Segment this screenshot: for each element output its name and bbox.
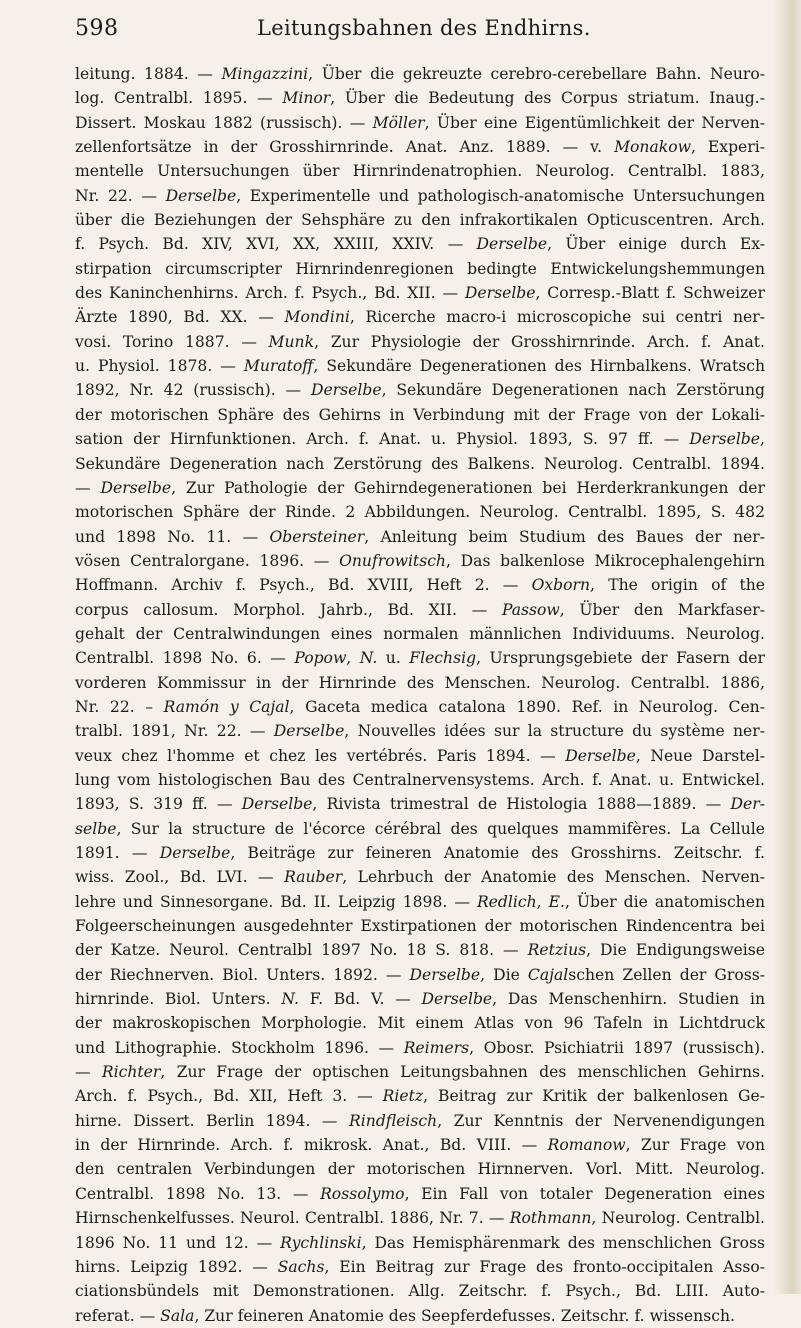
text-line: sation der Hirnfunktionen. Arch. f. Anat. u. Physiol. 1893, S. 97 ff. — Derselbe, xyxy=(75,430,765,449)
text-line: — Derselbe, Zur Pathologie der Gehirndegenerationen bei Herderkrankungen der xyxy=(75,478,765,497)
text-line: vösen Centralorgane. 1896. — Onufrowitsch, Das balkenlose Mikrocephalengehirn xyxy=(75,551,765,570)
text-line: der motorischen Sphäre des Gehirns in Verbindung mit der Frage von der Lokali- xyxy=(75,405,765,424)
text-line: Hoffmann. Archiv f. Psych., Bd. XVIII, Heft 2. — Oxborn, The origin of the xyxy=(75,576,765,595)
text-line: Sekundäre Degeneration nach Zerstörung des Balkens. Neurolog. Centralbl. 1894. xyxy=(75,454,765,473)
text-line: und Lithographie. Stockholm 1896. — Reimers, Obosr. Psichiatrii 1897 (russisch). xyxy=(75,1038,765,1057)
text-line: vorderen Kommissur in der Hirnrinde des Menschen. Neurolog. Centralbl. 1886, xyxy=(75,673,765,692)
text-line: motorischen Sphäre der Rinde. 2 Abbildungen. Neurolog. Centralbl. 1895, S. 482 xyxy=(75,503,765,522)
text-line: wiss. Zool., Bd. LVI. — Rauber, Lehrbuch der Anatomie des Menschen. Nerven- xyxy=(75,868,765,887)
text-line: der Katze. Neurol. Centralbl 1897 No. 18 S. 818. — Retzius, Die Endigungsweise xyxy=(75,941,765,960)
text-line: selbe, Sur la structure de l'écorce cérébral des quelques mammifères. La Cellule xyxy=(75,819,765,838)
page-edge-shadow xyxy=(773,0,801,1294)
text-line: — Richter, Zur Frage der optischen Leitungsbahnen des menschlichen Gehirns. xyxy=(75,1063,765,1082)
running-title: Leitungsbahnen des Endhirns. xyxy=(257,16,591,40)
text-line: der Riechnerven. Biol. Unters. 1892. — Derselbe, Die Cajalschen Zellen der Gross- xyxy=(75,965,765,984)
text-line: Arch. f. Psych., Bd. XII, Heft 3. — Rietz, Beitrag zur Kritik der balkenlosen Ge- xyxy=(75,1087,765,1106)
text-line: der makroskopischen Morphologie. Mit einem Atlas von 96 Tafeln in Lichtdruck xyxy=(75,1014,765,1033)
text-line: hirnrinde. Biol. Unters. N. F. Bd. V. — Derselbe, Das Menschenhirn. Studien in xyxy=(75,990,765,1009)
text-line: vosi. Torino 1887. — Munk, Zur Physiologie der Grosshirnrinde. Arch. f. Anat. xyxy=(75,332,765,351)
text-line: mentelle Untersuchungen über Hirnrindenatrophien. Neurolog. Centralbl. 1883, xyxy=(75,162,765,181)
text-line: gehalt der Centralwindungen eines normalen männlichen Individuums. Neurolog. xyxy=(75,624,765,643)
text-line: und 1898 No. 11. — Obersteiner, Anleitung beim Studium des Baues der ner- xyxy=(75,527,765,546)
text-line: des Kaninchenhirns. Arch. f. Psych., Bd. XII. — Derselbe, Corresp.-Blatt f. Schweizer xyxy=(75,284,765,303)
text-line: in der Hirnrinde. Arch. f. mikrosk. Anat., Bd. VIII. — Romanow, Zur Frage von xyxy=(75,1136,765,1155)
text-line: Ärzte 1890, Bd. XX. — Mondini, Ricerche macro-i microscopiche sui centri ner- xyxy=(75,308,765,327)
text-line: hirne. Dissert. Berlin 1894. — Rindfleisch, Zur Kenntnis der Nervenendigungen xyxy=(75,1111,765,1130)
text-line: Hirnschenkelfusses. Neurol. Centralbl. 1886, Nr. 7. — Rothmann, Neurolog. Centralbl. xyxy=(75,1209,765,1228)
text-line: Dissert. Moskau 1882 (russisch). — Möller, Über eine Eigentümlichkeit der Nerven- xyxy=(75,113,765,132)
text-line: lung vom histologischen Bau des Centralnervensystems. Arch. f. Anat. u. Entwickel. xyxy=(75,770,765,789)
text-line: leitung. 1884. — Mingazzini, Über die gekreuzte cerebro-cerebellare Bahn. Neuro- xyxy=(75,65,765,83)
text-line: 1896 No. 11 und 12. — Rychlinski, Das Hemisphärenmark des menschlichen Gross xyxy=(75,1233,765,1252)
page-header xyxy=(75,16,741,50)
text-line: corpus callosum. Morphol. Jahrb., Bd. XII. — Passow, Über den Markfaser- xyxy=(75,600,765,619)
text-line: stirpation circumscripter Hirnrindenregionen bedingte Entwickelungshemmungen xyxy=(75,259,765,278)
text-line: u. Physiol. 1878. — Muratoff, Sekundäre Degenerationen des Hirnbalkens. Wratsch xyxy=(75,357,765,376)
page-number: 598 xyxy=(75,16,119,41)
text-line: hirns. Leipzig 1892. — Sachs, Ein Beitrag zur Frage des fronto-occipitalen Asso- xyxy=(75,1257,765,1276)
text-line: lehre und Sinnesorgane. Bd. II. Leipzig 1898. — Redlich, E., Über die anatomischen xyxy=(75,892,765,911)
text-line: referat. — Sala, Zur feineren Anatomie des Seepferdefusses. Zeitschr. f. wissensch. xyxy=(75,1306,735,1325)
text-line: veux chez l'homme et chez les vertébrés. Paris 1894. — Derselbe, Neue Darstel- xyxy=(75,746,765,765)
text-line: ciationsbündels mit Demonstrationen. Allg. Zeitschr. f. Psych., Bd. LIII. Auto- xyxy=(75,1282,765,1301)
text-line: 1892, Nr. 42 (russisch). — Derselbe, Sekundäre Degenerationen nach Zerstörung xyxy=(75,381,765,400)
text-line: Folgeerscheinungen ausgedehnter Exstirpationen der motorischen Rindencentra bei xyxy=(75,917,765,936)
text-line: über die Beziehungen der Sehsphäre zu den infrakortikalen Opticuscentren. Arch. xyxy=(75,211,765,230)
text-line: 1891. — Derselbe, Beiträge zur feineren Anatomie des Grosshirns. Zeitschr. f. xyxy=(75,844,765,862)
text-line: Centralbl. 1898 No. 6. — Popow, N. u. Flechsig, Ursprungsgebiete der Fasern der xyxy=(75,649,765,668)
text-line: Nr. 22. – Ramón y Cajal, Gaceta medica catalona 1890. Ref. in Neurolog. Cen- xyxy=(75,697,765,716)
text-line: log. Centralbl. 1895. — Minor, Über die Bedeutung des Corpus striatum. Inaug.- xyxy=(75,89,765,108)
text-line: den centralen Verbindungen der motorischen Hirnnerven. Vorl. Mitt. Neurolog. xyxy=(75,1160,765,1179)
text-line: f. Psych. Bd. XIV, XVI, XX, XXIII, XXIV. — Derselbe, Über einige durch Ex- xyxy=(75,235,765,254)
text-line: tralbl. 1891, Nr. 22. — Derselbe, Nouvelles idées sur la structure du système ner- xyxy=(75,722,765,741)
bibliography-text xyxy=(75,62,765,1328)
text-line: Nr. 22. — Derselbe, Experimentelle und pathologisch-anatomische Untersuchungen xyxy=(75,186,765,205)
text-line: 1893, S. 319 ff. — Derselbe, Rivista trimestral de Histologia 1888—1889. — Der- xyxy=(75,795,765,814)
text-line: Centralbl. 1898 No. 13. — Rossolymo, Ein Fall von totaler Degeneration eines xyxy=(75,1184,765,1203)
text-line: zellenfortsätze in der Grosshirnrinde. Anat. Anz. 1889. — v. Monakow, Experi- xyxy=(75,138,765,157)
